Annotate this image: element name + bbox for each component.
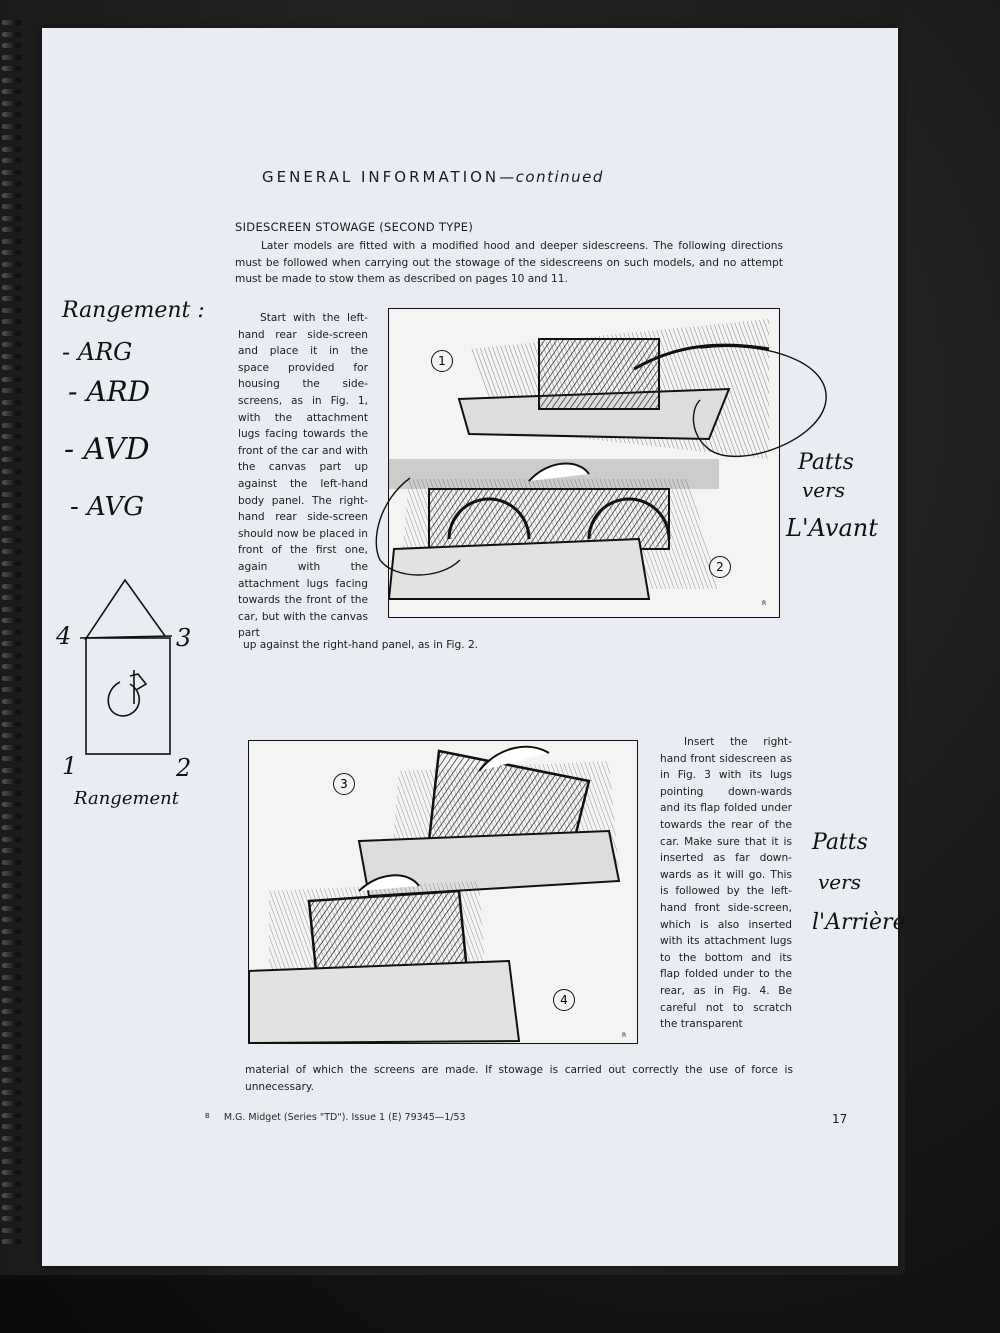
instructions-paragraph-1-end: up against the right-hand panel, as in Fig. 2. <box>243 639 479 651</box>
figure-3-label: 3 <box>333 773 355 795</box>
figure-3-4-artist-mark: R <box>622 1032 627 1039</box>
handwritten-left-title: Rangement : <box>62 298 205 323</box>
figure-1-2-artist-mark: R <box>762 600 767 607</box>
footer-mark: B <box>205 1112 210 1120</box>
instructions-paragraph-2-end: material of which the screens are made. If stowage is carried out correctly the use of force is unnecessary. <box>245 1064 793 1093</box>
right-note-1-line-2: vers <box>802 478 845 502</box>
stowage-diagram <box>80 580 172 754</box>
footer-text: M.G. Midget (Series "TD"). Issue 1 (E) 79345—1/53 <box>223 1112 466 1123</box>
diagram-corner-1: 1 <box>62 752 78 780</box>
figure-1-label: 1 <box>431 350 453 372</box>
right-note-1-line-3: L'Avant <box>786 514 878 542</box>
intro-paragraph: Later models are fitted with a modified hood and deeper sidescreens. The following directions must be followed when carrying out the stowage of the sidescreens on such models, and no attempt must be made to stow them as described on pages 10 and 11. <box>235 240 783 286</box>
right-note-1-loop <box>693 346 826 456</box>
diagram-corner-4: 4 <box>56 622 72 650</box>
right-note-2-line-3: l'Arrière <box>812 910 906 935</box>
figure-2-label: 2 <box>709 556 731 578</box>
instructions-paragraph-2: Insert the right-hand front sidescreen as in Fig. 3 with its lugs pointing down-wards and its flap folded under towards the rear of the car. Make sure that it is inserted as far down-wards as it will go. This is followed by the left-hand front side-screen, which is also inserted with its attachment lugs to the bottom and its flap folded under to the rear, as in Fig. 4. Be careful not to scratch the transparent <box>660 736 792 1031</box>
right-note-1-line-1: Patts <box>798 450 854 475</box>
section-title: SIDESCREEN STOWAGE (SECOND TYPE) <box>235 220 474 234</box>
diagram-caption: Rangement <box>74 788 180 809</box>
handwritten-list-item-2: - ARD <box>68 375 151 408</box>
right-note-2-line-1: Patts <box>812 830 868 855</box>
handwritten-list-item-3: - AVD <box>64 432 150 467</box>
heading-main: GENERAL INFORMATION <box>262 168 500 186</box>
handwritten-list-item-4: - AVG <box>70 492 145 522</box>
figure-4-label: 4 <box>553 989 575 1011</box>
handwritten-list-item-1: - ARG <box>62 338 133 366</box>
right-note-2-line-2: vers <box>818 870 861 894</box>
diagram-corner-2: 2 <box>176 754 192 782</box>
instructions-paragraph-1: Start with the left-hand rear side-screen and place it in the space provided for housing the side-screens, as in Fig. 1, with the attachment lugs facing towards the front of the car and with the canvas part up against the left-hand body panel. The right-hand rear side-screen should now be placed in front of the first one, again with the attachment lugs facing towards the front of the car, but with the canvas part <box>238 312 368 640</box>
page-number: 17 <box>832 1112 848 1126</box>
heading-continued: —continued <box>499 168 604 186</box>
diagram-corner-3: 3 <box>176 624 192 652</box>
left-figure-2-loop <box>376 478 460 575</box>
